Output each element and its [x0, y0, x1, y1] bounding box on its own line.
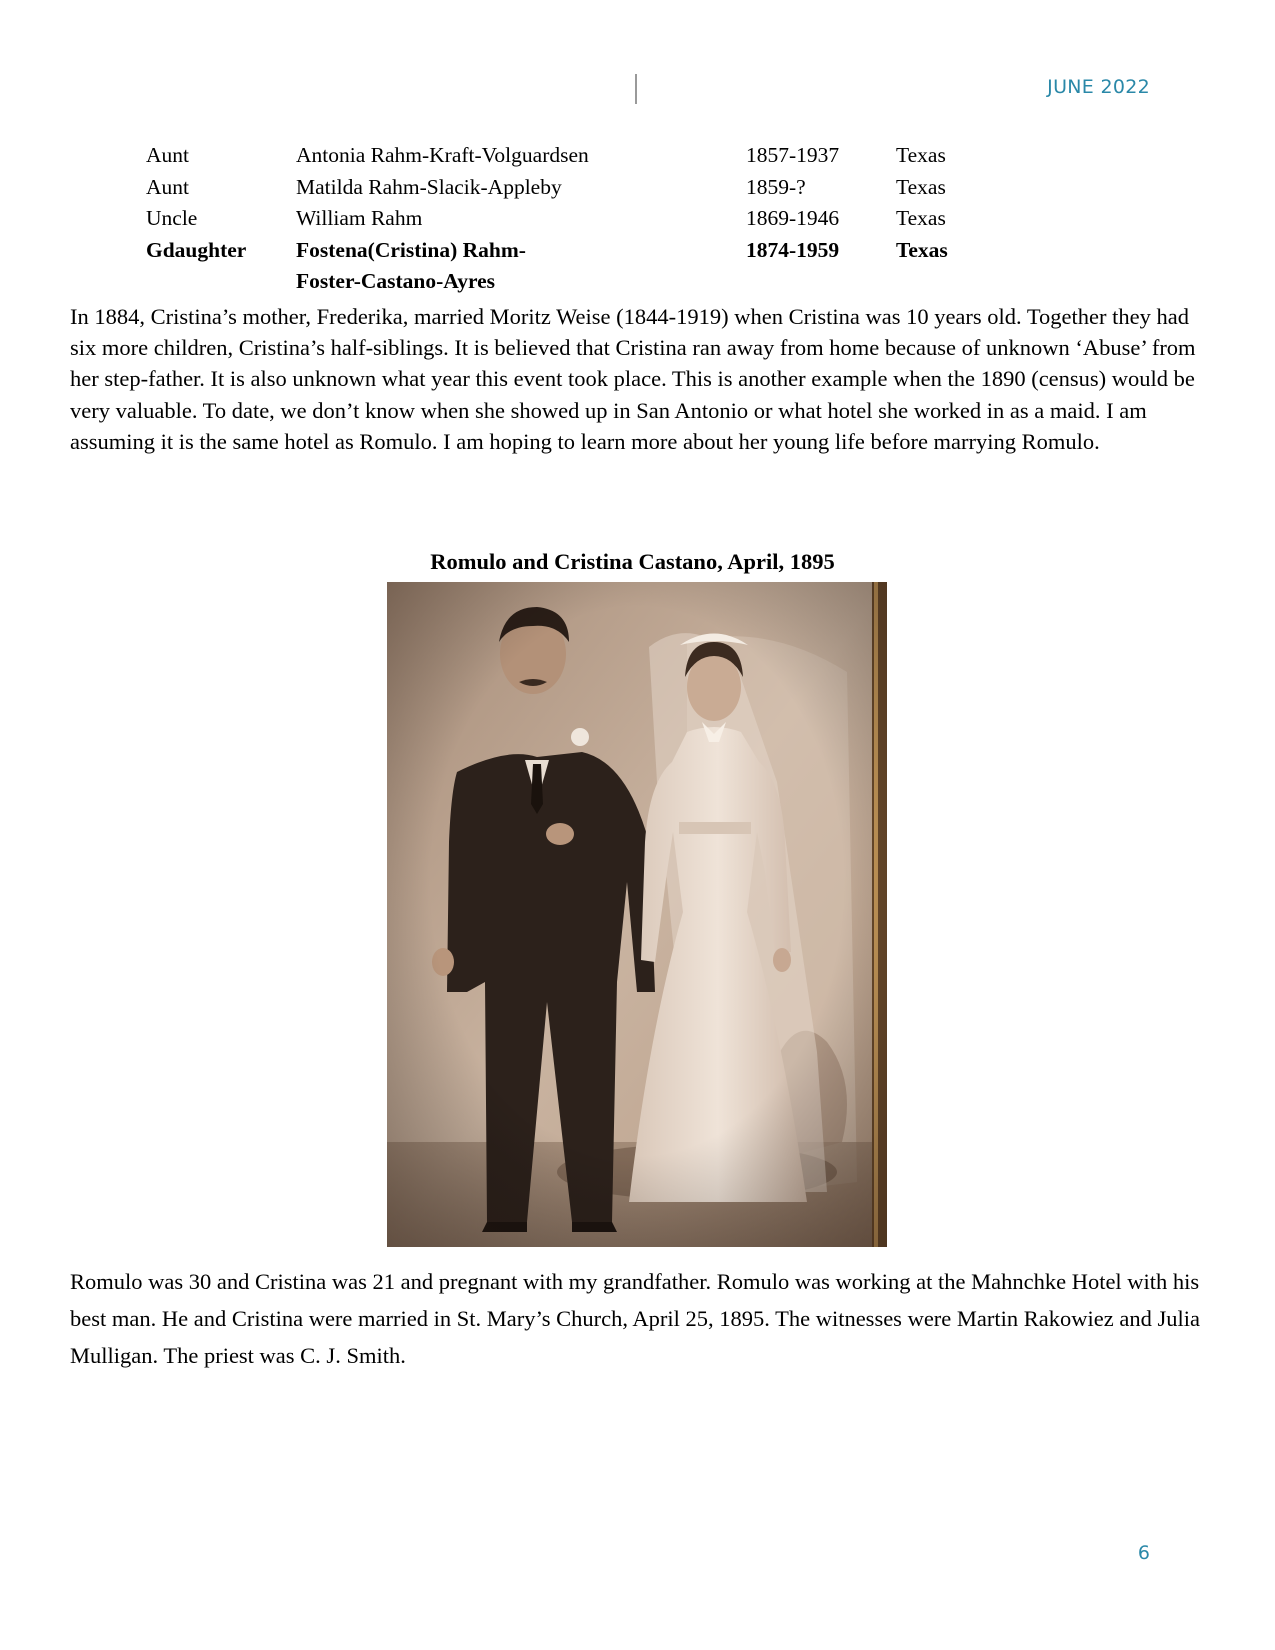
- header-date: JUNE 2022: [1047, 76, 1150, 98]
- name-line-2: Foster-Castano-Ayres: [296, 269, 496, 293]
- header-divider: [635, 74, 637, 104]
- photo-caption: Romulo and Cristina Castano, April, 1895: [430, 549, 835, 574]
- paragraph-cristina-background: In 1884, Cristina’s mother, Frederika, married Moritz Weise (1844-1919) when Cristina was 10 years old. Together they had six more children, Cristina’s half-siblings. It is believed that Cristina ran away from home because of unknown ‘Abuse’ from her step-father. It is also unknown what year this event took place. This is another example when the 1890 (census) would be very valuable. To date, we don’t know when she showed up in San Antonio or what hotel she worked in as a maid. I am assuming it is the same hotel as Romulo. I am hoping to learn more about her young life before marrying Romulo.: [70, 304, 1196, 454]
- table-row: [146, 140, 1016, 172]
- place-cell: Texas: [896, 237, 948, 262]
- years-cell: 1857-1937: [746, 143, 840, 167]
- place-cell: Texas: [896, 174, 946, 199]
- relation-cell: Gdaughter: [146, 237, 247, 262]
- years-cell: 1869-1946: [746, 206, 840, 230]
- wedding-photo: [387, 582, 887, 1247]
- name-cell: Matilda Rahm-Slacik-Appleby: [296, 174, 562, 199]
- relation-cell: Aunt: [146, 143, 189, 167]
- place-cell: Texas: [896, 206, 946, 230]
- name-cell: William Rahm: [296, 206, 423, 230]
- place-cell: Texas: [896, 143, 946, 167]
- years-cell: 1874-1959: [746, 237, 840, 262]
- page-number: 6: [1137, 1542, 1150, 1564]
- table-row-highlight: [146, 235, 1016, 298]
- family-table: [146, 140, 1016, 298]
- years-cell: 1859-?: [746, 174, 806, 199]
- relation-cell: Uncle: [146, 206, 198, 230]
- name-cell: [296, 235, 746, 298]
- table-row: [146, 203, 1016, 235]
- paragraph-wedding-details: Romulo was 30 and Cristina was 21 and pregnant with my grandfather. Romulo was working at the Mahnchke Hotel with his best man. He and Cristina were married in St. Mary’s Church, April 25, 1895. The witnesses were Martin Rakowiez and Julia Mulligan. The priest was C. J. Smith.: [70, 1269, 1200, 1368]
- table-row: [146, 172, 1016, 204]
- name-line-1: Fostena(Cristina) Rahm-: [296, 237, 526, 262]
- relation-cell: Aunt: [146, 174, 189, 199]
- name-cell: Antonia Rahm-Kraft-Volguardsen: [296, 143, 589, 167]
- wedding-photo-image: [387, 582, 887, 1247]
